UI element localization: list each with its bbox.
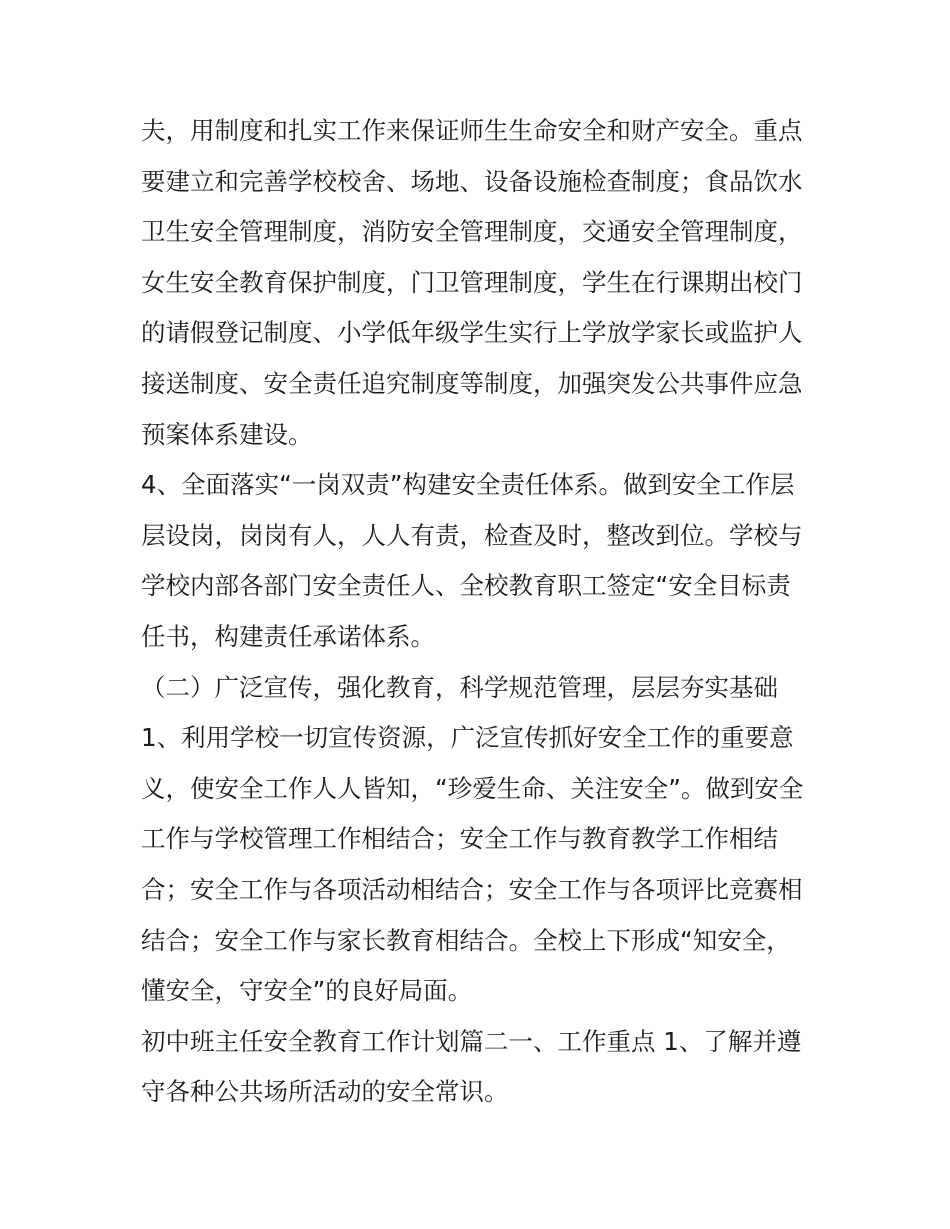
- text-line: 任书，构建责任承诺体系。: [141, 621, 435, 651]
- text-line: 初中班主任安全教育工作计划篇二一、工作重点 1、了解并遵: [141, 1026, 802, 1056]
- text-line: 4、全面落实“一岗双责”构建安全责任体系。做到安全工作层: [141, 470, 795, 500]
- text-line: 学校内部各部门安全责任人、全校教育职工签定“安全目标责: [141, 571, 791, 601]
- text-line: 要建立和完善学校校舍、场地、设备设施检查制度；食品饮水: [141, 166, 803, 196]
- text-line: 预案体系建设。: [141, 419, 313, 449]
- text-line: 女生安全教育保护制度，门卫管理制度，学生在行课期出校门: [141, 267, 803, 297]
- text-line: 懂安全，守安全”的良好局面。: [141, 976, 473, 1006]
- text-line: 工作与学校管理工作相结合；安全工作与教育教学工作相结: [141, 824, 778, 854]
- text-line: 合；安全工作与各项活动相结合；安全工作与各项评比竞赛相: [141, 874, 803, 904]
- body-text: [141, 106, 821, 1118]
- text-line: 接送制度、安全责任追究制度等制度，加强突发公共事件应急: [141, 368, 803, 398]
- text-line: 1、利用学校一切宣传资源，广泛宣传抓好安全工作的重要意: [141, 723, 794, 753]
- text-line: 的请假登记制度、小学低年级学生实行上学放学家长或监护人: [141, 318, 803, 348]
- text-line: 义，使安全工作人人皆知，“珍爱生命、关注安全”。做到安全: [141, 773, 804, 803]
- text-line: 结合；安全工作与家长教育相结合。全校上下形成“知安全，: [141, 925, 791, 955]
- text-line: 守各种公共场所活动的安全常识。: [141, 1077, 509, 1107]
- text-line: 层设岗，岗岗有人，人人有责，检查及时，整改到位。学校与: [141, 520, 803, 550]
- text-line: 卫生安全管理制度，消防安全管理制度，交通安全管理制度，: [141, 217, 803, 247]
- text-line: 夫，用制度和扎实工作来保证师生生命安全和财产安全。重点: [141, 116, 803, 145]
- section-heading: （二）广泛宣传，强化教育，科学规范管理，层层夯实基础: [141, 672, 778, 702]
